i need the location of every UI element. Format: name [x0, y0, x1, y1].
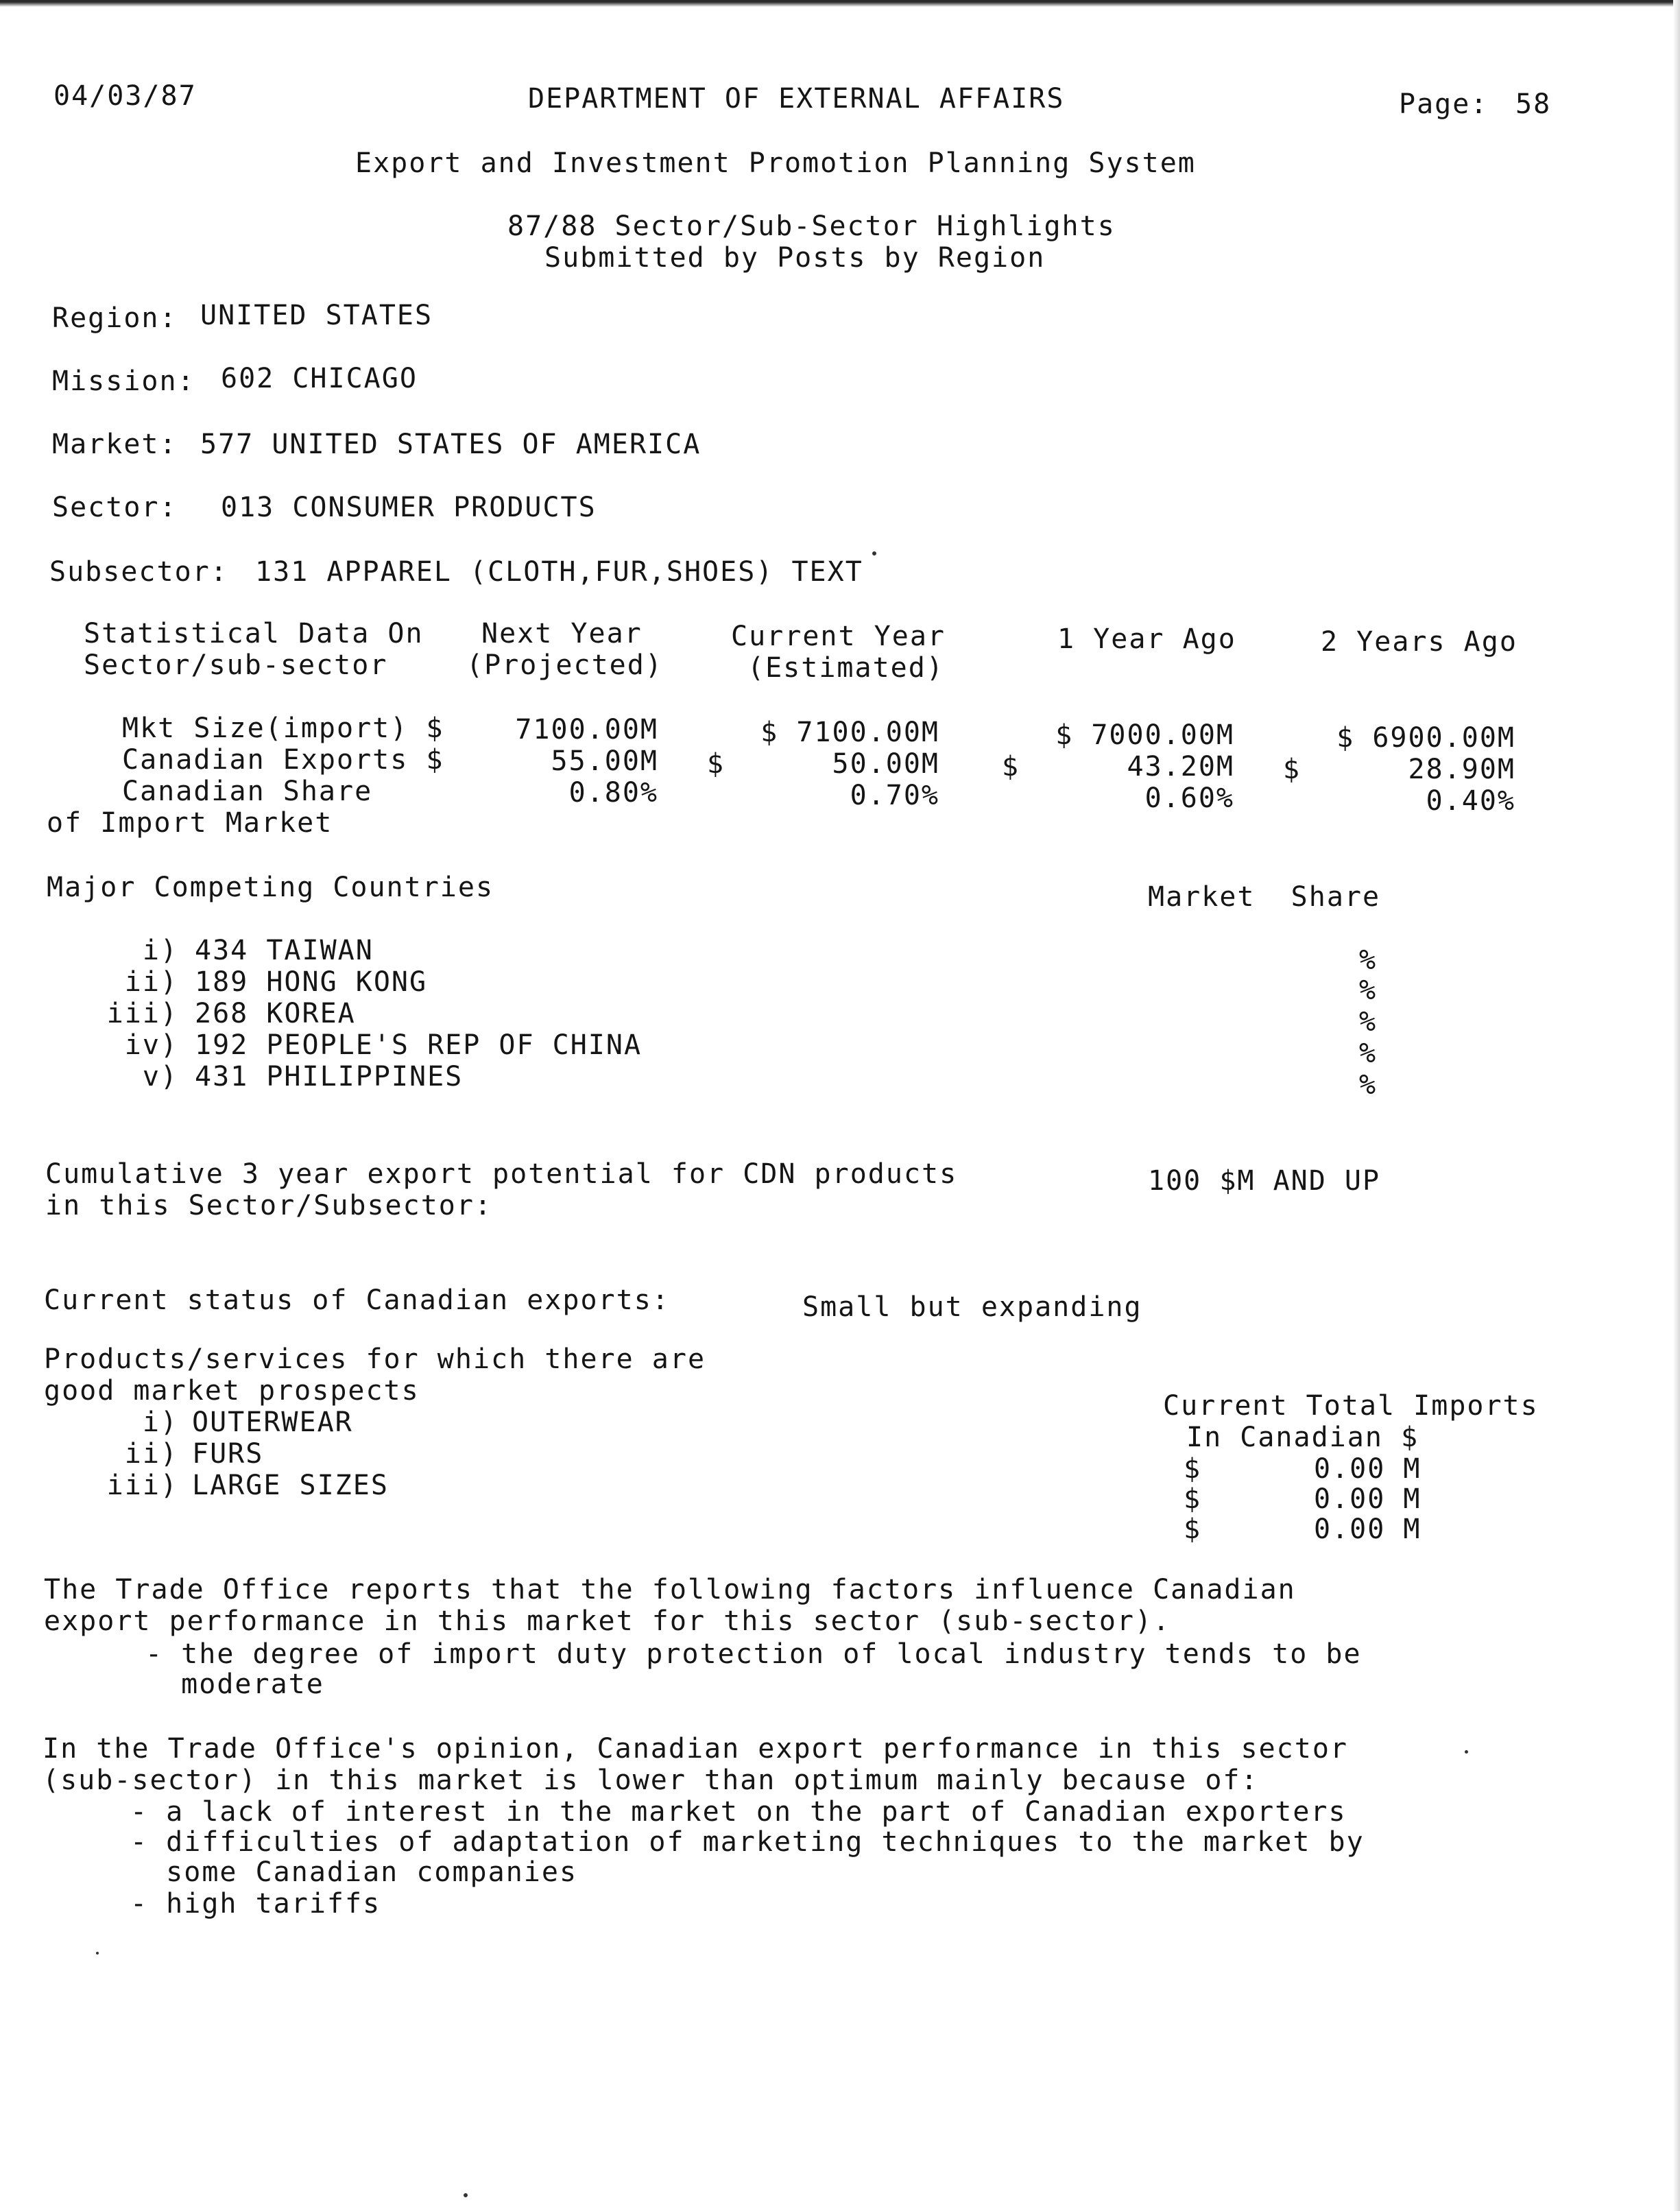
scan-speck [872, 551, 876, 555]
factor-item-cont: moderate [145, 1669, 324, 1700]
imports-heading-cont: In Canadian $ [1186, 1422, 1419, 1453]
row-label-market-size: Mkt Size(import) $ [122, 713, 444, 744]
mission-label: Mission: [52, 366, 195, 397]
col-current-year: Current Year [731, 621, 946, 652]
col-next-year: Next Year [481, 618, 643, 649]
opinion-item: - high tariffs [130, 1888, 381, 1920]
competitor-index: ii) [124, 966, 178, 998]
department-name: DEPARTMENT OF EXTERNAL AFFAIRS [528, 83, 1065, 115]
opinion-intro: In the Trade Office's opinion, Canadian export performance in this sector [43, 1733, 1348, 1765]
product-name: LARGE SIZES [192, 1470, 389, 1501]
scan-edge-right [1673, 0, 1680, 2211]
scan-speck [464, 2193, 468, 2197]
stats-header-line2: Sector/sub-sector [84, 649, 388, 681]
page-number: 58 [1515, 88, 1552, 120]
market-size-2-years-ago: $ 6900.00M [1336, 722, 1515, 754]
row-label-canadian-exports: Canadian Exports $ [122, 744, 444, 776]
competitor-name: 434 TAIWAN [195, 935, 374, 966]
competitor-name: 192 PEOPLE'S REP OF CHINA [195, 1029, 643, 1061]
imports-heading: Current Total Imports [1163, 1390, 1539, 1422]
export-potential-label-cont: in this Sector/Subsector: [45, 1190, 493, 1221]
sector-value: 013 CONSUMER PRODUCTS [221, 492, 597, 523]
market-size-next-year: 7100.00M [515, 714, 658, 745]
competitor-share: % [1359, 1038, 1378, 1069]
factors-intro: The Trade Office reports that the following factors influence Canadian [44, 1574, 1296, 1605]
market-value: 577 UNITED STATES OF AMERICA [200, 429, 701, 460]
row-label-canadian-share: Canadian Share [122, 776, 373, 807]
col-1-year-ago: 1 Year Ago [1057, 623, 1236, 655]
canadian-share-current-year: 0.70% [850, 780, 939, 811]
canadian-exports-1-year-ago: $ 43.20M [1001, 751, 1234, 782]
sector-label: Sector: [52, 492, 178, 523]
canadian-exports-current-year: $ 50.00M [706, 748, 939, 780]
export-potential-value: 100 $M AND UP [1148, 1165, 1381, 1197]
market-label: Market: [52, 429, 178, 460]
competitor-share: % [1359, 1006, 1378, 1038]
export-potential-label: Cumulative 3 year export potential for CDN products [45, 1158, 958, 1190]
col-next-year-sub: (Projected) [466, 649, 663, 681]
product-name: FURS [192, 1438, 264, 1470]
canadian-share-next-year: 0.80% [568, 777, 658, 809]
market-share-heading: Market Share [1148, 881, 1381, 913]
product-currency: $ [1184, 1453, 1202, 1485]
product-name: OUTERWEAR [192, 1407, 353, 1438]
col-current-year-sub: (Estimated) [747, 652, 944, 684]
scan-speck [96, 1952, 99, 1955]
competitor-index: iv) [124, 1029, 178, 1061]
canadian-exports-2-years-ago: $ 28.90M [1282, 754, 1515, 785]
competitors-heading: Major Competing Countries [47, 872, 494, 903]
competitor-share: % [1359, 1069, 1378, 1101]
region-label: Region: [52, 302, 178, 334]
system-title: Export and Investment Promotion Planning System [355, 147, 1196, 179]
product-imports-amount: 0.00 M [1314, 1483, 1421, 1515]
product-imports-amount: 0.00 M [1314, 1514, 1421, 1545]
factor-item: - the degree of import duty protection of local industry tends to be [145, 1638, 1362, 1670]
page-label: Page: [1399, 88, 1489, 120]
report-title: 87/88 Sector/Sub-Sector Highlights [507, 211, 1116, 242]
competitor-share: % [1359, 944, 1378, 976]
row-label-import-market: of Import Market [47, 807, 333, 839]
competitor-share: % [1359, 975, 1378, 1006]
competitor-index: i) [142, 935, 178, 966]
scan-edge-top [0, 0, 1680, 7]
col-2-years-ago: 2 Years Ago [1321, 626, 1517, 658]
competitor-name: 431 PHILIPPINES [195, 1061, 464, 1092]
report-date: 04/03/87 [53, 80, 197, 112]
region-value: UNITED STATES [200, 300, 433, 331]
products-label: Products/services for which there are [44, 1343, 706, 1375]
stats-header-line1: Statistical Data On [84, 618, 424, 649]
competitor-name: 268 KOREA [195, 998, 356, 1029]
export-status-label: Current status of Canadian exports: [44, 1284, 670, 1316]
market-size-current-year: $ 7100.00M [760, 717, 939, 748]
products-label-cont: good market prospects [44, 1375, 420, 1407]
product-index: i) [142, 1407, 178, 1438]
competitor-name: 189 HONG KONG [195, 966, 428, 998]
export-status-value: Small but expanding [802, 1291, 1142, 1323]
scan-speck [1465, 1750, 1468, 1754]
subsector-label: Subsector: [49, 556, 228, 588]
product-currency: $ [1184, 1483, 1202, 1515]
product-imports-amount: 0.00 M [1314, 1453, 1421, 1485]
subsector-value: 131 APPAREL (CLOTH,FUR,SHOES) TEXT [255, 556, 863, 588]
factors-intro-cont: export performance in this market for this sector (sub-sector). [44, 1605, 1171, 1637]
product-currency: $ [1184, 1514, 1202, 1545]
canadian-share-2-years-ago: 0.40% [1426, 785, 1515, 817]
competitor-index: v) [142, 1061, 178, 1092]
competitor-index: iii) [106, 998, 178, 1029]
opinion-item-cont: some Canadian companies [130, 1856, 578, 1888]
canadian-share-1-year-ago: 0.60% [1144, 782, 1234, 814]
product-index: iii) [106, 1470, 178, 1501]
opinion-item: - a lack of interest in the market on the part of Canadian exporters [130, 1796, 1347, 1828]
market-size-1-year-ago: $ 7000.00M [1055, 719, 1234, 751]
product-index: ii) [124, 1438, 178, 1470]
opinion-intro-cont: (sub-sector) in this market is lower than optimum mainly because of: [43, 1765, 1259, 1796]
opinion-item: - difficulties of adaptation of marketing techniques to the market by [130, 1826, 1365, 1858]
mission-value: 602 CHICAGO [221, 363, 418, 394]
canadian-exports-next-year: 55.00M [551, 745, 658, 777]
report-subtitle: Submitted by Posts by Region [544, 242, 1046, 274]
